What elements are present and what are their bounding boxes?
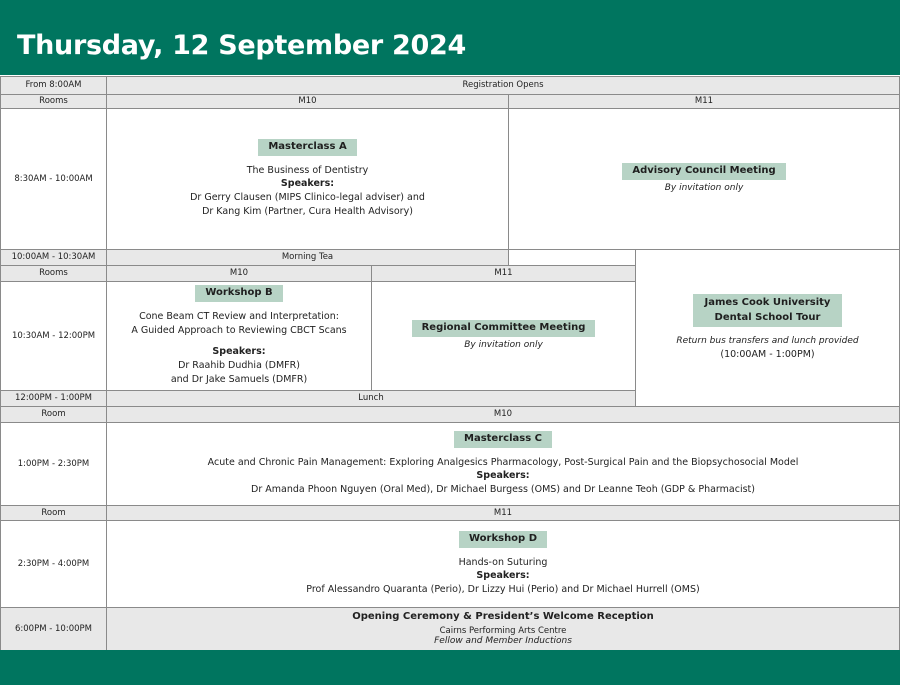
masterclass-c-session [106, 422, 900, 506]
regional-committee-tag: Regional Committee Meeting [412, 320, 596, 337]
speaker-line: Prof Alessandro Quaranta (Perio), Dr Lizzy Hui (Perio) and Dr Michael Hurrell (OMS) [306, 584, 700, 596]
speaker-line: Dr Gerry Clausen (MIPS Clinico-legal adviser) and [190, 192, 425, 204]
speaker-line: and Dr Jake Samuels (DMFR) [170, 373, 308, 385]
event-venue: Cairns Performing Arts Centre [439, 626, 567, 636]
advisory-council-session [508, 108, 900, 250]
masterclass-c-tag: Masterclass C [454, 431, 552, 448]
speakers-label: Speakers: [212, 346, 266, 358]
evening-time: 6:00PM - 10:00PM [0, 607, 107, 651]
event-note: Fellow and Member Inductions [434, 636, 572, 647]
workshop-b-tag: Workshop B [195, 285, 282, 302]
speakers-label: Speakers: [476, 470, 530, 482]
session-title: Acute and Chronic Pain Management: Exploring Analgesics Pharmacology, Post-Surgical Pain and the Biopsychosocial Model [207, 456, 799, 468]
time-slot-2: 10:30AM - 12:00PM [0, 281, 107, 391]
invitation-note: By invitation only [664, 182, 744, 193]
speakers-label: Speakers: [280, 178, 335, 190]
opening-ceremony [106, 607, 900, 651]
time-slot-1: 8:30AM - 10:00AM [0, 108, 107, 250]
morning-tea-time: 10:00AM - 10:30AM [0, 249, 107, 266]
time-slot-4: 2:30PM - 4:00PM [0, 520, 107, 608]
tour-time: (10:00AM - 1:00PM) [720, 349, 815, 361]
page-header [0, 0, 900, 75]
page-footer [0, 650, 900, 685]
masterclass-a-tag: Masterclass A [258, 139, 356, 156]
workshop-d-session [106, 520, 900, 608]
dental-school-tour [635, 249, 900, 407]
room-label: Room [0, 505, 107, 521]
regional-committee-session [371, 281, 636, 391]
masterclass-a-session [106, 108, 509, 250]
session-title: A Guided Approach to Reviewing CBCT Scans [131, 324, 347, 336]
room-m10-header: M10 [106, 406, 900, 423]
session-title: Cone Beam CT Review and Interpretation: [139, 310, 339, 322]
workshop-d-tag: Workshop D [459, 531, 547, 548]
workshop-b-session [106, 281, 372, 391]
morning-tea-label: Morning Tea [106, 249, 509, 266]
lunch-label: Lunch [106, 390, 636, 407]
room-m10-header: M10 [106, 265, 372, 282]
lunch-time: 12:00PM - 1:00PM [0, 390, 107, 407]
rooms-label: Rooms [0, 94, 107, 109]
room-label: Room [0, 406, 107, 423]
room-m10-header: M10 [106, 94, 509, 109]
speaker-line: Dr Raahib Dudhia (DMFR) [178, 360, 300, 372]
session-title: The Business of Dentistry [246, 164, 369, 176]
room-m11-header: M11 [106, 505, 900, 521]
room-m11-header: M11 [371, 265, 636, 282]
registration-label: Registration Opens [106, 76, 900, 95]
empty-cell [508, 249, 636, 266]
tour-tag: James Cook University Dental School Tour [693, 294, 843, 327]
speaker-line: Dr Kang Kim (Partner, Cura Health Advisory) [202, 206, 413, 218]
advisory-council-tag: Advisory Council Meeting [622, 163, 785, 180]
invitation-note: By invitation only [464, 339, 543, 350]
room-m11-header: M11 [508, 94, 900, 109]
tour-note: Return bus transfers and lunch provided [676, 336, 859, 347]
rooms-label: Rooms [0, 265, 107, 282]
event-title: Opening Ceremony & President’s Welcome Reception [352, 611, 654, 622]
page-title: Thursday, 12 September 2024 [17, 30, 466, 61]
speaker-line: Dr Amanda Phoon Nguyen (Oral Med), Dr Michael Burgess (OMS) and Dr Leanne Teoh (GDP & Pharmacist) [251, 484, 755, 496]
speakers-label: Speakers: [476, 570, 530, 582]
time-slot-3: 1:00PM - 2:30PM [0, 422, 107, 506]
registration-time: From 8:00AM [0, 76, 107, 95]
session-title: Hands-on Suturing [458, 556, 548, 568]
